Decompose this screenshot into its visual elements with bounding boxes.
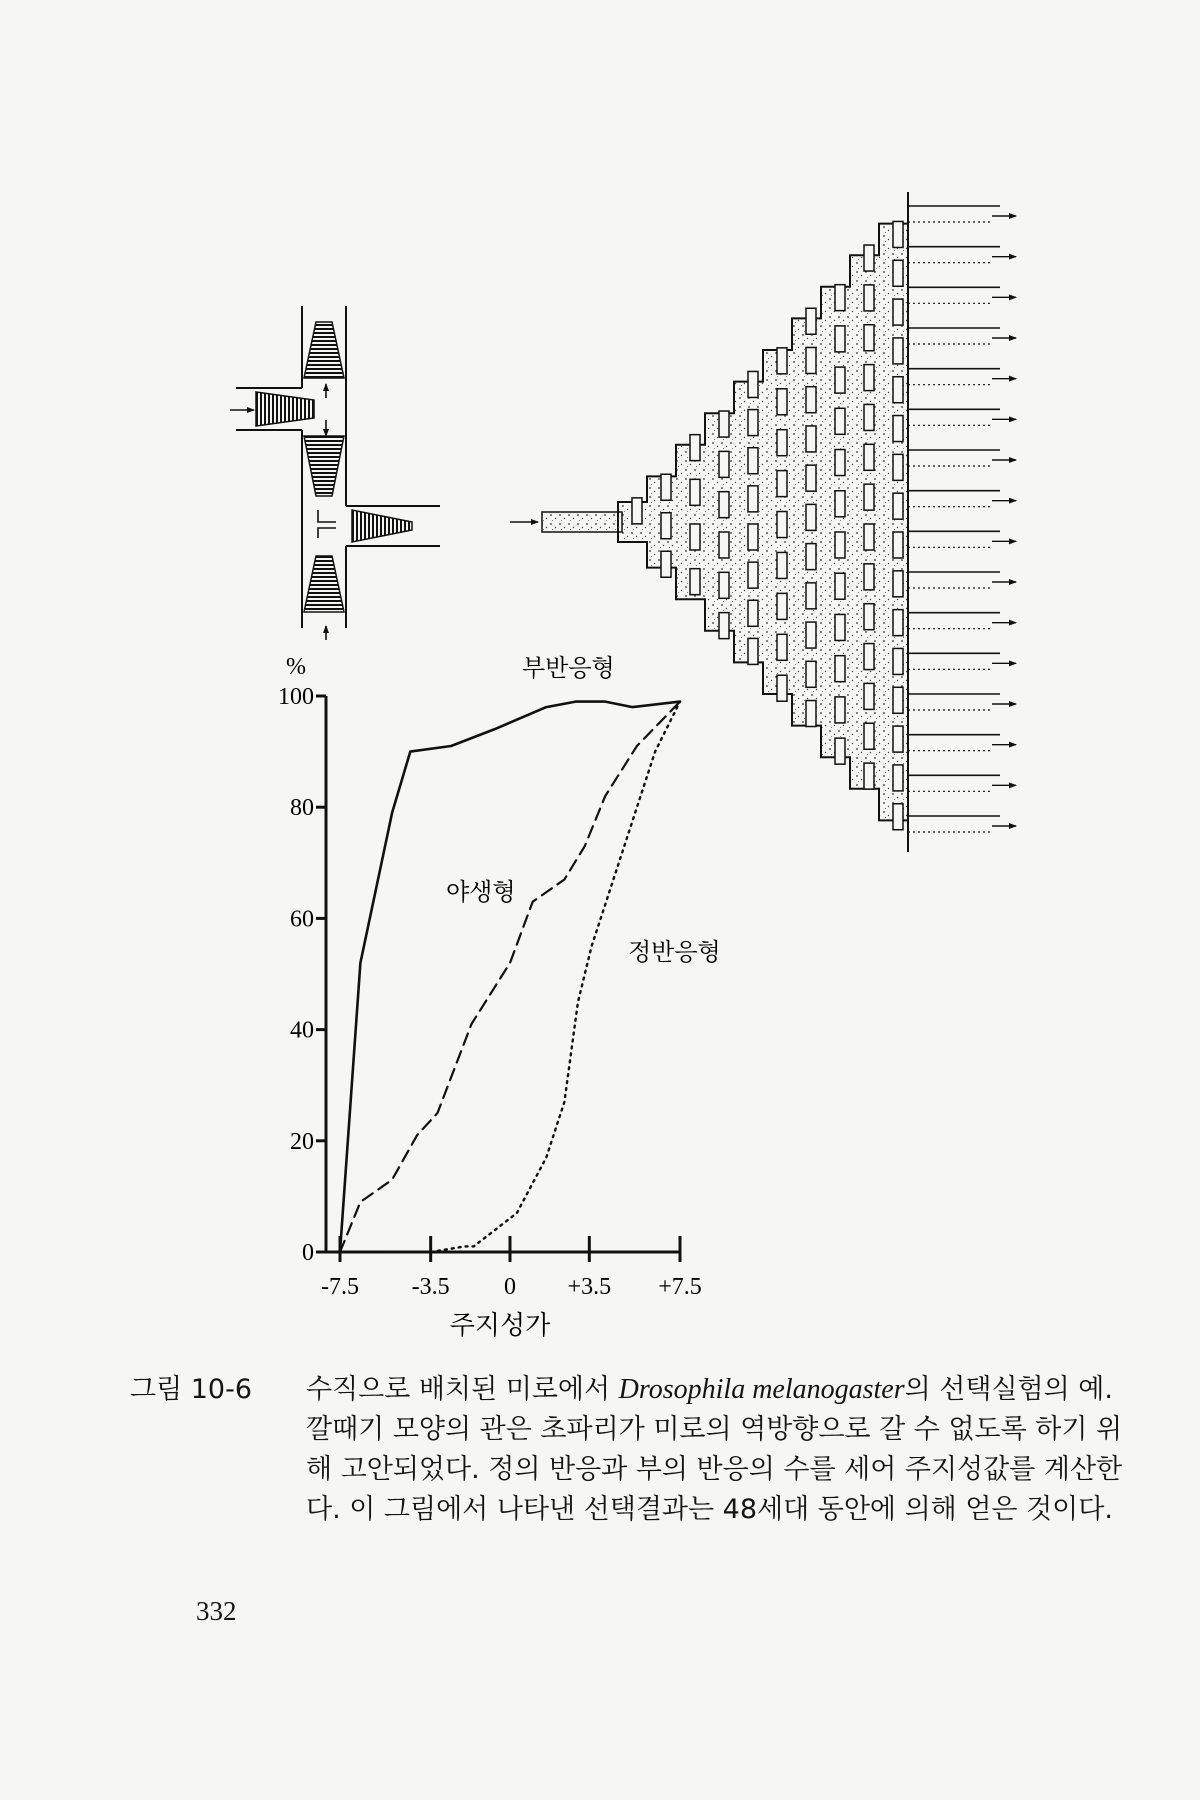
maze-diagram <box>510 192 1016 852</box>
funnel-detail-diagram <box>230 306 440 640</box>
y-tick-label: 20 <box>290 1128 314 1155</box>
series-line-1 <box>340 702 680 1252</box>
series-line-2 <box>340 702 680 1252</box>
geotaxis-chart <box>278 654 721 1341</box>
y-axis-ticks <box>278 684 326 1266</box>
series-label-2: 야생형 <box>446 878 516 906</box>
y-tick-label: 100 <box>278 684 314 710</box>
y-tick-label: 80 <box>290 795 314 822</box>
x-tick-label: 0 <box>504 1274 516 1300</box>
series-label-3: 정반응형 <box>628 938 721 966</box>
caption-species-name: Drosophila melanogaster <box>618 1374 905 1405</box>
x-tick-label: +7.5 <box>658 1274 702 1300</box>
caption-line-4: 다. 이 그림에서 나타낸 선택결과는 48세대 동안에 의해 얻은 것이다. <box>306 1494 1113 1525</box>
x-axis-label: 주지성가 <box>449 1311 551 1341</box>
y-axis-unit: % <box>286 654 306 680</box>
x-tick-label: -7.5 <box>321 1274 359 1300</box>
y-tick-label: 0 <box>302 1240 314 1266</box>
caption-line-2: 깔때기 모양의 관은 초파리가 미로의 역방향으로 갈 수 없도록 하기 위 <box>306 1414 1123 1445</box>
series-label-1: 부반응형 <box>522 654 615 682</box>
caption-label: 그림 10-6 <box>130 1374 253 1405</box>
caption-line-3: 해 고안되었다. 정의 반응과 부의 반응의 수를 세어 주지성값를 계산한 <box>306 1454 1123 1485</box>
series-lines <box>340 702 680 1252</box>
caption-text <box>306 1370 1123 1530</box>
y-tick-label: 60 <box>290 906 314 933</box>
x-axis-ticks <box>321 1236 702 1300</box>
page-number: 332 <box>196 1596 237 1626</box>
series-line-3 <box>340 702 680 1252</box>
caption-line-1-post: 의 선택실험의 예. <box>904 1374 1113 1405</box>
y-tick-label: 40 <box>290 1017 314 1044</box>
x-tick-label: +3.5 <box>567 1274 612 1300</box>
x-tick-label: -3.5 <box>411 1274 450 1300</box>
caption-line-1-pre: 수직으로 배치된 미로에서 <box>306 1374 619 1405</box>
caption-line-1 <box>306 1370 1113 1410</box>
